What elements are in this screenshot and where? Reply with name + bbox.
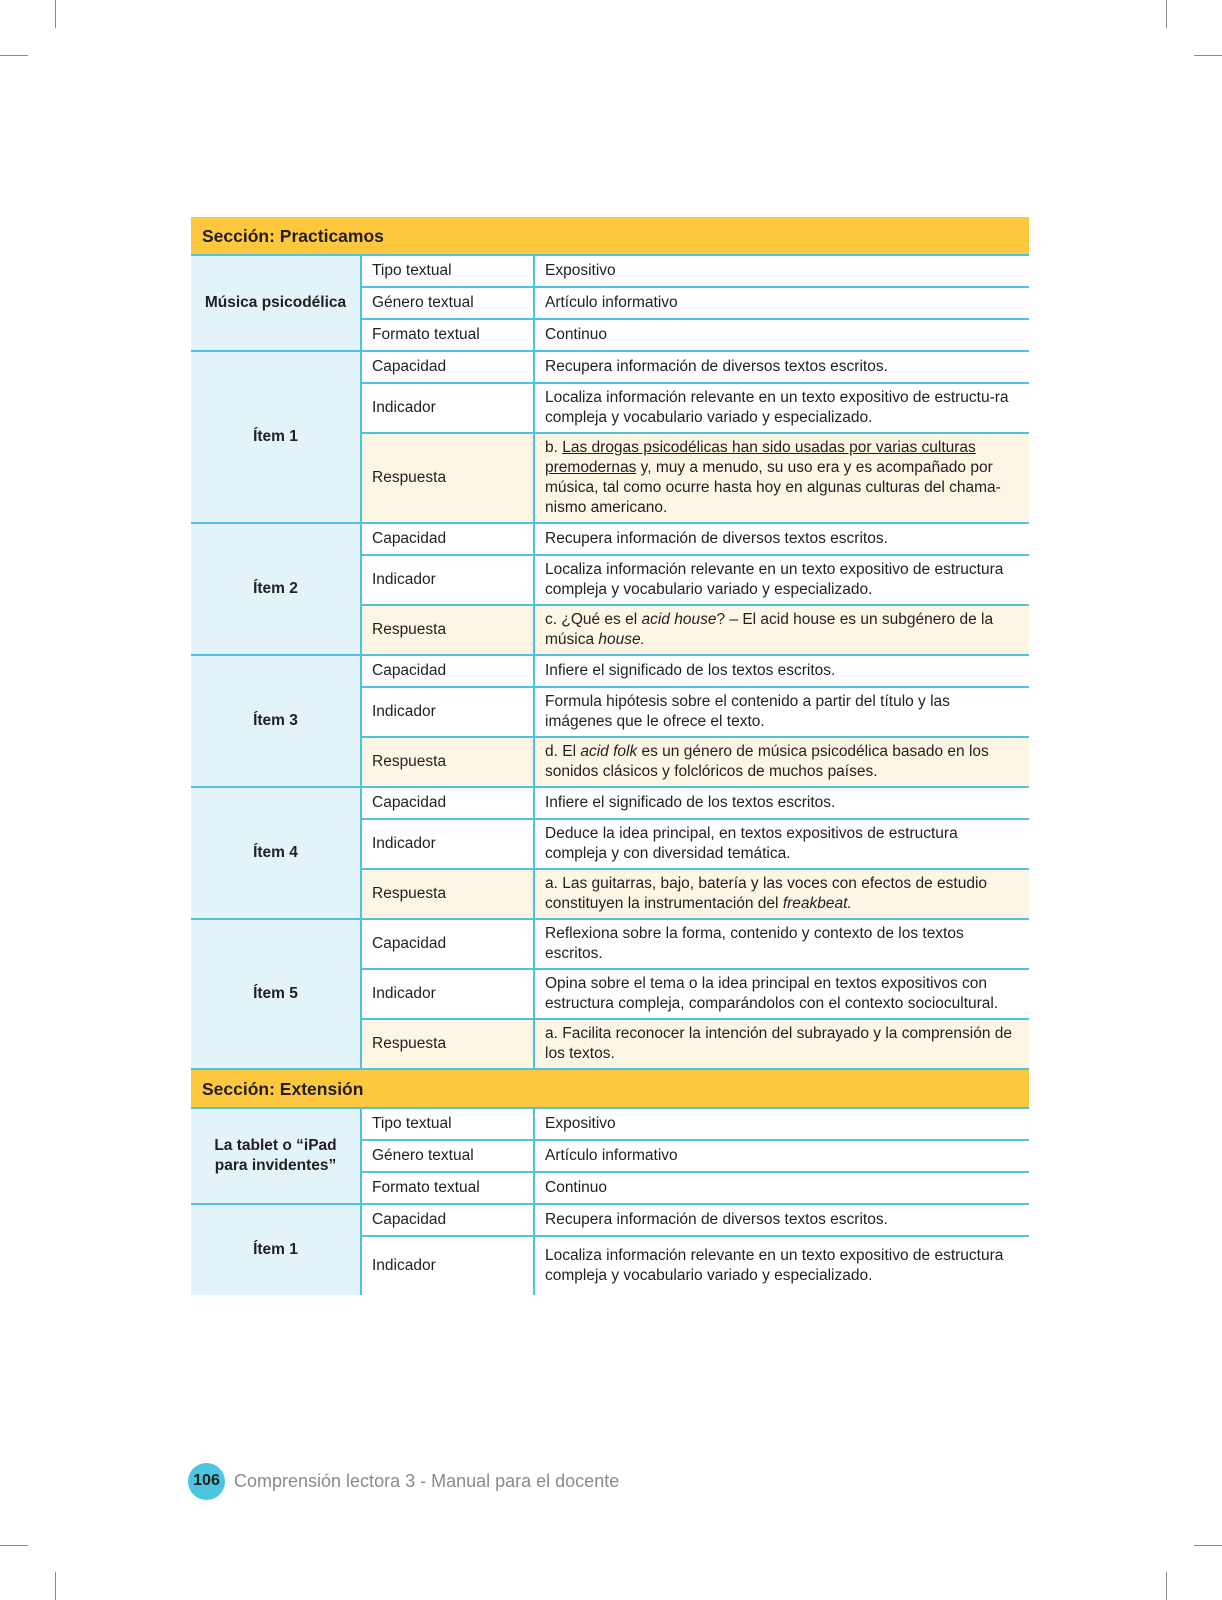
respuesta-label: Respuesta (361, 869, 534, 919)
answer-end: . (847, 895, 852, 912)
row-label: Género textual (361, 287, 534, 319)
indicador-label: Indicador (361, 687, 534, 737)
crop-mark-top-right (1166, 0, 1167, 28)
answer-rest: y, muy a menudo, su uso era y es acompañado por música, tal como ocurre hasta hoy en algunas culturas del chama-nismo americano. (545, 459, 1001, 516)
item-name-cell: Ítem 4 (191, 787, 361, 919)
capacidad-value: Infiere el significado de los textos escritos. (534, 787, 1029, 819)
crop-mark-top-left (55, 0, 56, 28)
answer-rest: es un género de música psicodélica basado en los sonidos clásicos y folclóricos de muchos países. (545, 743, 989, 780)
rubric-table (191, 217, 1029, 1295)
indicador-value: Opina sobre el tema o la idea principal en textos expositivos con estructura compleja, comparándolos con el contexto sociocultural. (534, 969, 1029, 1019)
table-row (191, 351, 1029, 383)
answer-italic-term: freakbeat (782, 895, 848, 912)
capacidad-value: Reflexiona sobre la forma, contenido y contexto de los textos escritos. (534, 919, 1029, 969)
respuesta-value (534, 605, 1029, 655)
row-value: Expositivo (534, 1108, 1029, 1140)
indicador-value: Deduce la idea principal, en textos expositivos de estructura compleja y con diversidad temática. (534, 819, 1029, 869)
crop-mark-right-bottom (1194, 1545, 1222, 1546)
indicador-label: Indicador (361, 819, 534, 869)
indicador-label: Indicador (361, 383, 534, 433)
row-value: Artículo informativo (534, 1140, 1029, 1172)
capacidad-label: Capacidad (361, 523, 534, 555)
crop-mark-bottom-left (55, 1572, 56, 1600)
capacidad-value: Recupera información de diversos textos escritos. (534, 351, 1029, 383)
answer-prefix: c. ¿Qué es el (545, 611, 642, 628)
answer-italic-term: acid folk (580, 743, 638, 760)
row-value: Expositivo (534, 255, 1029, 287)
text-name-cell: La tablet o “iPad para invidentes” (191, 1108, 361, 1204)
indicador-value: Formula hipótesis sobre el contenido a partir del título y las imágenes que le ofrece el texto. (534, 687, 1029, 737)
table-row (191, 655, 1029, 687)
item-name-cell: Ítem 1 (191, 1204, 361, 1295)
answer-prefix: d. El (545, 743, 581, 760)
answer-italic-term: house (598, 631, 641, 648)
answer-italic-term: acid house (641, 611, 717, 628)
respuesta-label: Respuesta (361, 433, 534, 523)
respuesta-label: Respuesta (361, 1019, 534, 1069)
item-name-cell: Ítem 2 (191, 523, 361, 655)
page-number-badge: 106 (188, 1463, 225, 1500)
answer-underlined-text: Las drogas psicodélicas han sido usadas por varias culturas premodernas (545, 439, 976, 476)
crop-mark-left-bottom (0, 1545, 28, 1546)
table-row (191, 919, 1029, 969)
row-label: Tipo textual (361, 255, 534, 287)
row-label: Formato textual (361, 1172, 534, 1204)
row-value: Continuo (534, 1172, 1029, 1204)
capacidad-label: Capacidad (361, 655, 534, 687)
capacidad-label: Capacidad (361, 919, 534, 969)
row-label: Formato textual (361, 319, 534, 351)
text-name-cell: Música psicodélica (191, 255, 361, 351)
item-name-cell: Ítem 3 (191, 655, 361, 787)
capacidad-label: Capacidad (361, 1204, 534, 1236)
table-row (191, 1204, 1029, 1236)
table-row (191, 787, 1029, 819)
respuesta-value (534, 433, 1029, 523)
indicador-label: Indicador (361, 555, 534, 605)
crop-mark-left-top (0, 55, 28, 56)
section-title: Sección: Extensión (191, 1069, 1029, 1108)
answer-prefix: b. (545, 439, 563, 456)
capacidad-label: Capacidad (361, 351, 534, 383)
item-name-cell: Ítem 1 (191, 351, 361, 523)
crop-mark-bottom-right (1166, 1572, 1167, 1600)
capacidad-value: Recupera información de diversos textos escritos. (534, 523, 1029, 555)
row-value: Artículo informativo (534, 287, 1029, 319)
item-name-cell: Ítem 5 (191, 919, 361, 1069)
indicador-value: Localiza información relevante en un texto expositivo de estructu-ra compleja y vocabulario variado y especializado. (534, 383, 1029, 433)
respuesta-value (534, 869, 1029, 919)
row-label: Tipo textual (361, 1108, 534, 1140)
crop-mark-right-top (1194, 55, 1222, 56)
capacidad-value: Recupera información de diversos textos escritos. (534, 1204, 1029, 1236)
row-label: Género textual (361, 1140, 534, 1172)
indicador-label: Indicador (361, 1236, 534, 1295)
row-value: Continuo (534, 319, 1029, 351)
section-header-row (191, 217, 1029, 255)
section-header-row (191, 1069, 1029, 1108)
indicador-value: Localiza información relevante en un texto expositivo de estructura compleja y vocabulario variado y especializado. (534, 1236, 1029, 1295)
respuesta-label: Respuesta (361, 605, 534, 655)
answer-end: . (640, 631, 645, 648)
answer-prefix: a. Las guitarras, bajo, batería y las voces con efectos de estudio constituyen la instrumentación del (545, 875, 988, 912)
respuesta-value (534, 737, 1029, 787)
answer-middle: ? – El acid house es un subgénero de la música (545, 611, 994, 648)
capacidad-label: Capacidad (361, 787, 534, 819)
indicador-value: Localiza información relevante en un texto expositivo de estructura compleja y vocabulario variado y especializado. (534, 555, 1029, 605)
table-row (191, 523, 1029, 555)
footer-title: Comprensión lectora 3 - Manual para el docente (234, 1470, 620, 1491)
page-footer (188, 1462, 619, 1500)
table-row (191, 1108, 1029, 1140)
indicador-label: Indicador (361, 969, 534, 1019)
section-title: Sección: Practicamos (191, 217, 1029, 255)
respuesta-value: a. Facilita reconocer la intención del subrayado y la comprensión de los textos. (534, 1019, 1029, 1069)
respuesta-label: Respuesta (361, 737, 534, 787)
capacidad-value: Infiere el significado de los textos escritos. (534, 655, 1029, 687)
table-row (191, 255, 1029, 287)
